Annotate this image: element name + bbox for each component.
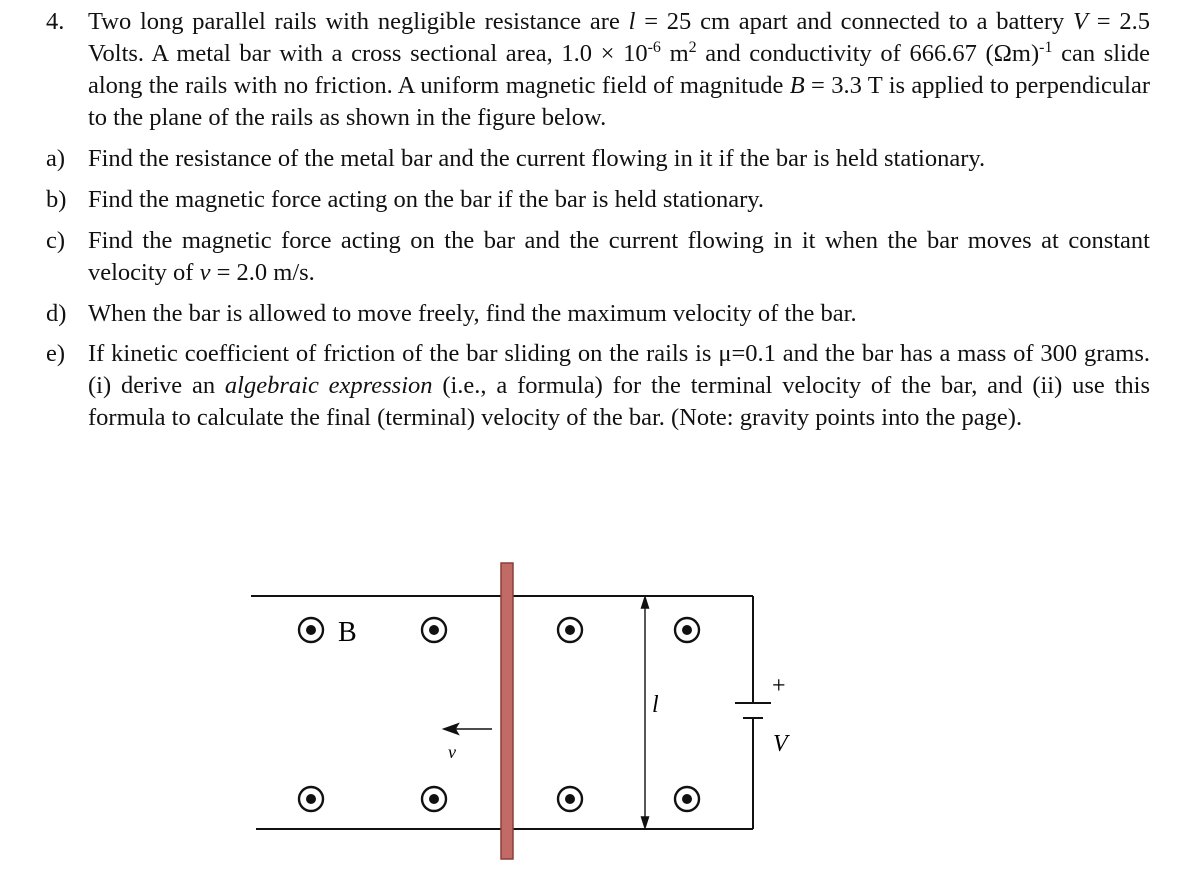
- part-e-text-main: If kinetic coefficient of friction of the bar sliding on the rails is μ=0.1 and the bar has a mass of 300 grams. (i) derive an: [88, 340, 1150, 399]
- battery: [735, 703, 771, 718]
- length-arrowhead-bottom: [642, 817, 649, 828]
- statement-text: can slide along the rails with no friction. A uniform magnetic field of magnitude: [88, 40, 1151, 99]
- part-c-label: c): [46, 227, 66, 254]
- part-a-text: Find the resistance of the metal bar and the current flowing in it if the bar is held stationary.: [88, 145, 986, 172]
- part-d-text: When the bar is allowed to move freely, find the maximum velocity of the bar.: [88, 300, 857, 327]
- statement-text: and conductivity of 666.67 (Ωm): [696, 40, 1040, 67]
- problem-number: 4.: [46, 8, 65, 35]
- symbol-b: B: [789, 72, 805, 99]
- exponent-square: 2: [688, 39, 697, 56]
- field-symbols: [299, 618, 699, 811]
- length-dimension: [642, 597, 649, 828]
- field-dots: [306, 625, 692, 804]
- field-label: B: [338, 617, 357, 648]
- part-a-label: a): [46, 145, 66, 172]
- voltage-label: V: [773, 731, 788, 757]
- field-dot-icon: [565, 625, 575, 635]
- length-arrowhead-top: [642, 597, 649, 608]
- statement-text: = 3.3 T is applied to perpendicular to the plane of the rails as shown in the figure below.: [88, 72, 1150, 131]
- metal-bar: [501, 563, 513, 859]
- battery-plus-sign: +: [772, 673, 786, 699]
- statement-text: Two long parallel rails with negligible resistance are: [88, 8, 629, 35]
- part-e-text-end: (i.e., a formula) for the terminal velocity of the bar, and (ii) use this formula to calculate the final (terminal) velocity of the bar. (Note: gravity points into the page).: [88, 372, 1150, 431]
- part-c-text-main: Find the magnetic force acting on the bar and the current flowing in it when the bar moves at constant velocity of: [88, 227, 1150, 286]
- part-b-label: b): [46, 186, 67, 213]
- field-dot-icon: [682, 794, 692, 804]
- field-dot-icon: [306, 625, 316, 635]
- statement-text: m: [660, 40, 689, 67]
- part-b-text: Find the magnetic force acting on the bar if the bar is held stationary.: [88, 186, 765, 213]
- statement-text: = 25 cm apart and connected to a battery: [635, 8, 1074, 35]
- field-dot-icon: [306, 794, 316, 804]
- part-d-label: d): [46, 300, 67, 327]
- symbol-v-velocity: v: [199, 259, 211, 286]
- part-e-label: e): [46, 340, 66, 367]
- field-dot-icon: [429, 794, 439, 804]
- symbol-v: V: [1073, 8, 1088, 35]
- field-dot-icon: [682, 625, 692, 635]
- exponent-area: -6: [647, 39, 661, 56]
- velocity-arrow: [444, 724, 492, 734]
- field-dot-icon: [429, 625, 439, 635]
- part-e-emphasis: algebraic expression: [224, 372, 433, 399]
- symbol-l: l: [628, 8, 636, 35]
- length-label: l: [652, 692, 659, 718]
- velocity-arrowhead: [444, 724, 458, 734]
- exponent-inverse: -1: [1039, 39, 1053, 56]
- velocity-label: v: [448, 742, 456, 762]
- part-c-text-end: = 2.0 m/s.: [210, 259, 315, 286]
- field-dot-icon: [565, 794, 575, 804]
- statement-text: = 2.5 Volts. A metal bar with a cross sectional area, 1.0 × 10: [88, 8, 1150, 67]
